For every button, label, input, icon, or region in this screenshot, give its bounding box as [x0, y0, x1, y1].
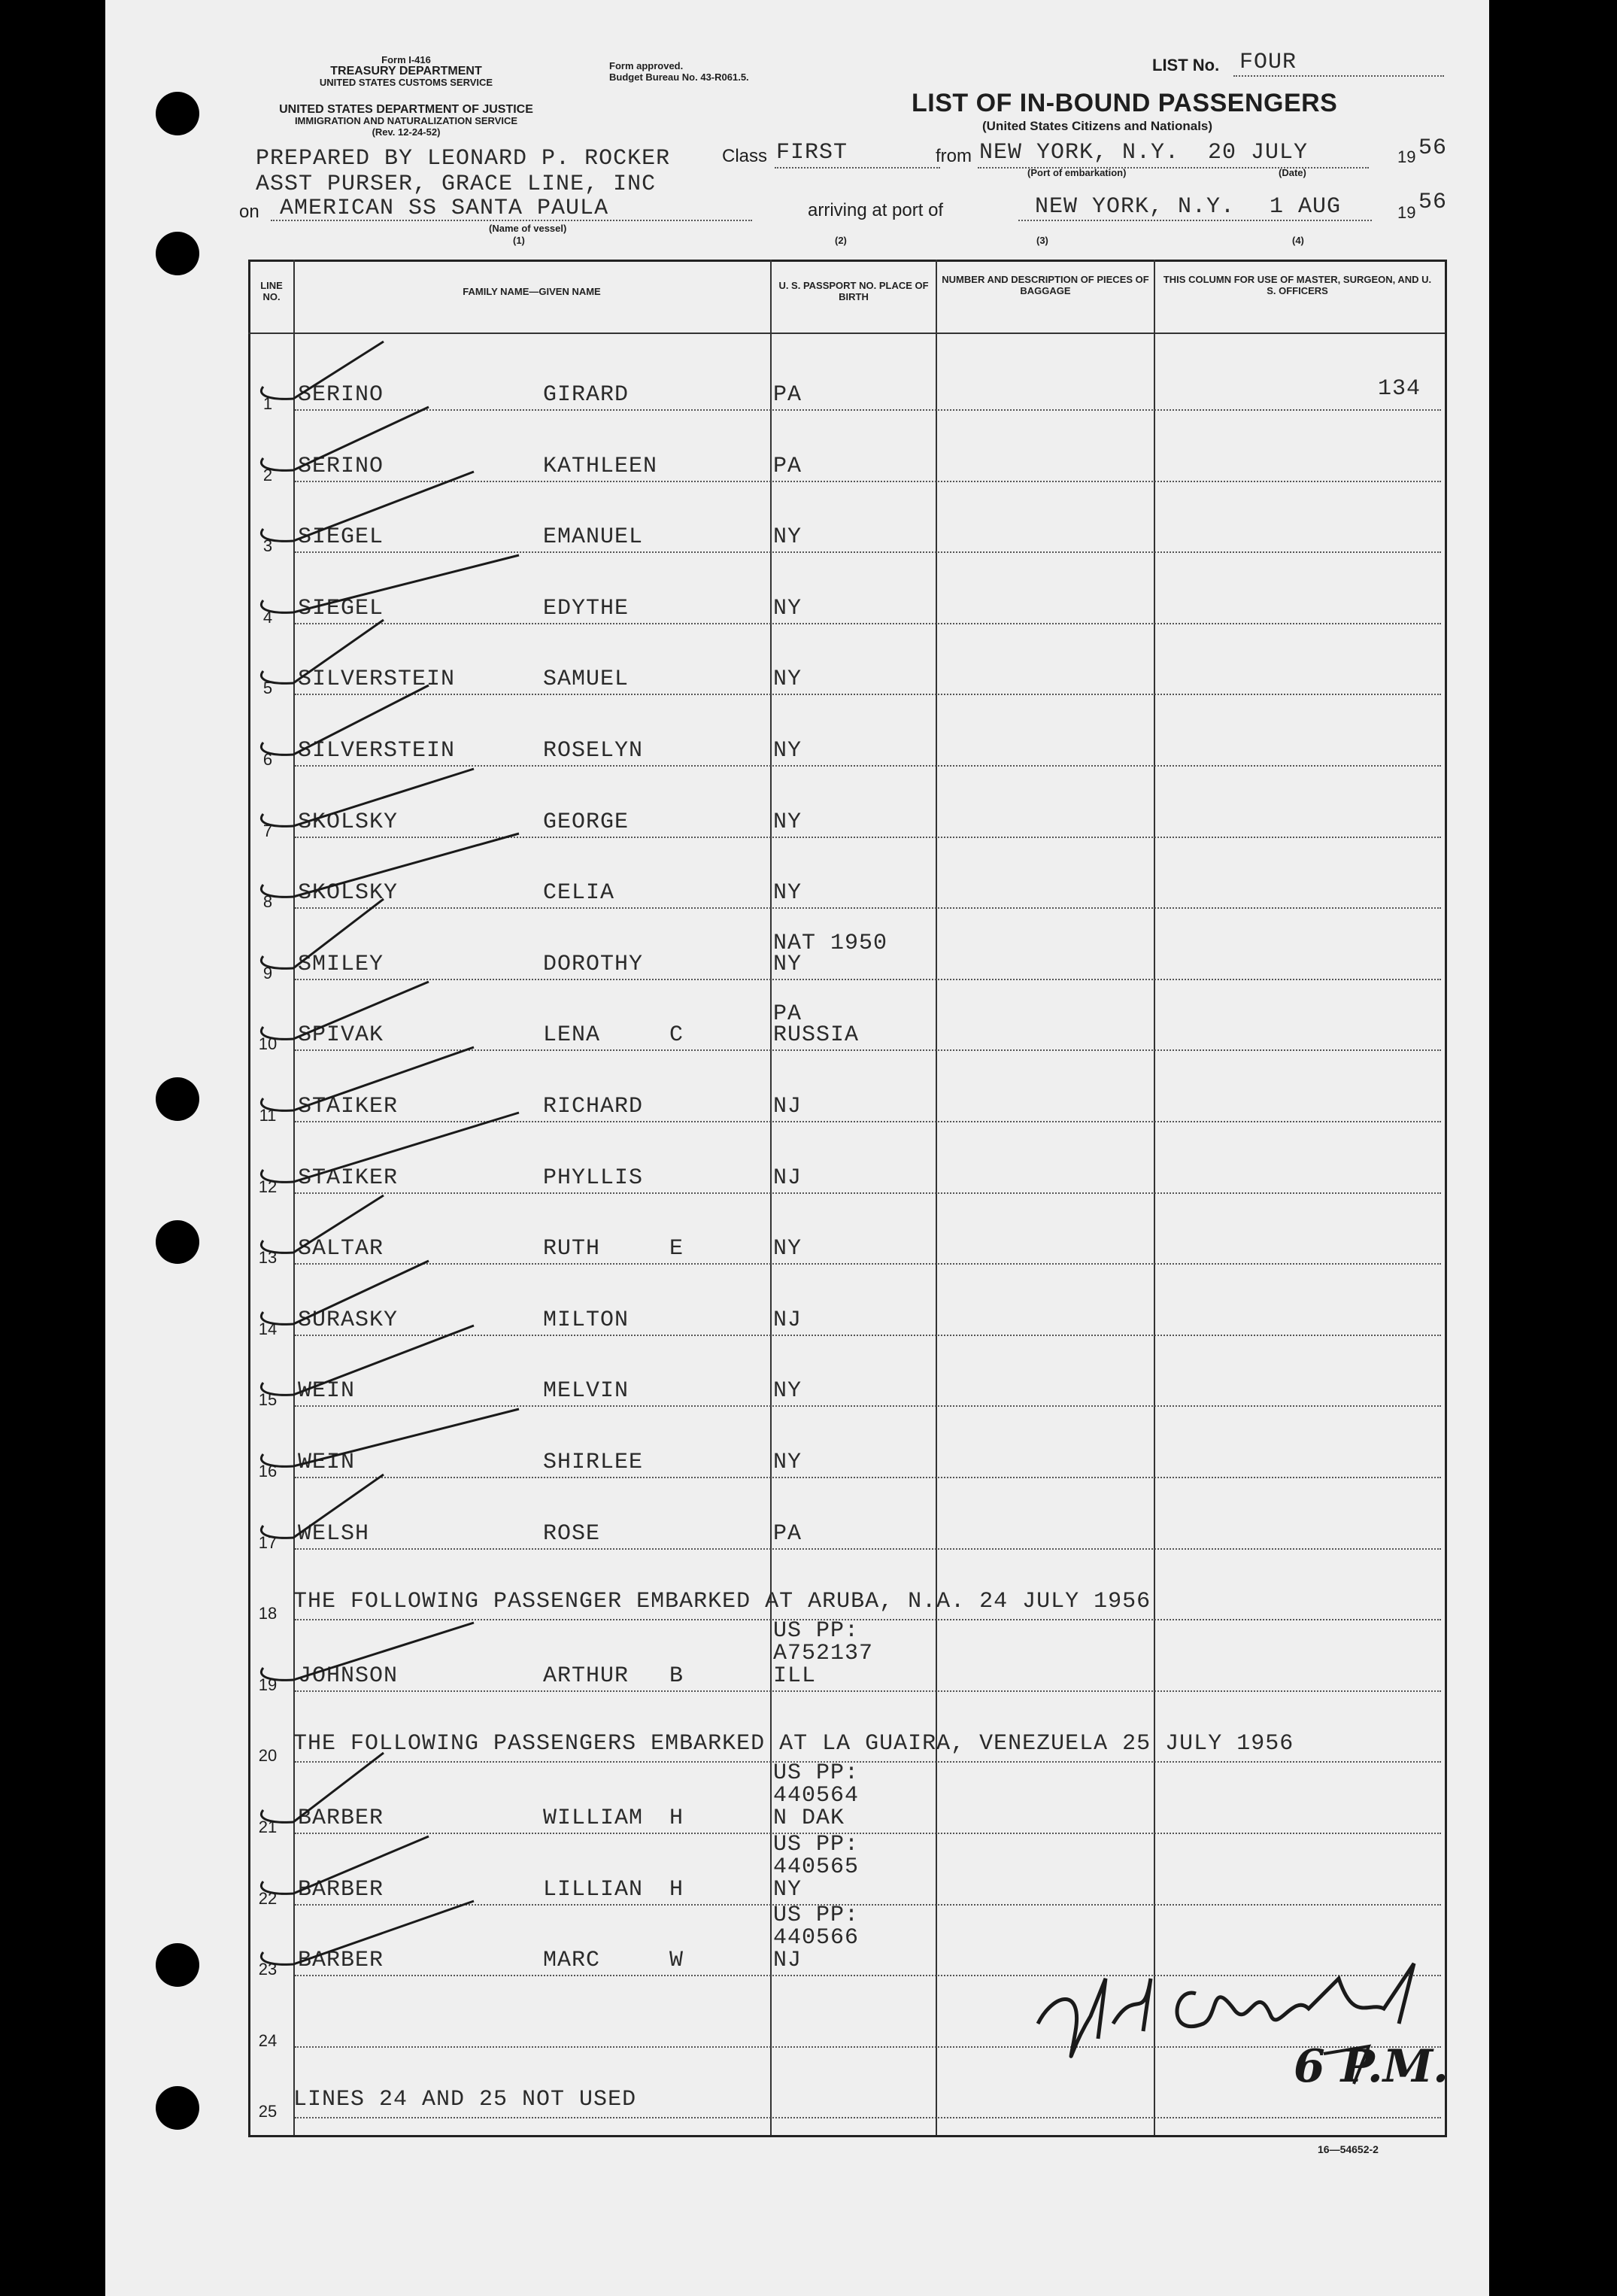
- place-of-birth: NY: [773, 880, 802, 906]
- family-name: SALTAR: [298, 1236, 384, 1262]
- line-number: 13: [258, 1248, 278, 1267]
- line-number: 6: [262, 750, 273, 769]
- middle-initial: W: [669, 1948, 684, 1973]
- on-label: on: [239, 202, 259, 222]
- section-note: THE FOLLOWING PASSENGER EMBARKED AT ARUBA, N.A. 24 JULY 1956: [293, 1589, 1151, 1614]
- vessel-name: AMERICAN SS SANTA PAULA: [280, 196, 609, 221]
- given-name: GIRARD: [543, 382, 630, 408]
- class-label: Class: [722, 146, 768, 166]
- binder-hole: [156, 1220, 199, 1264]
- line-number: 7: [262, 822, 273, 840]
- page-subtitle: (United States Citizens and Nationals): [982, 119, 1213, 133]
- binder-hole: [156, 92, 199, 135]
- check-mark: [248, 1608, 624, 1698]
- list-label: LIST No.: [1152, 56, 1220, 74]
- col-name: FAMILY NAME—GIVEN NAME: [463, 286, 601, 297]
- middle-initial: B: [669, 1663, 684, 1689]
- given-name: RICHARD: [543, 1094, 644, 1119]
- from-year: 56: [1418, 135, 1448, 161]
- from-label: from: [936, 146, 972, 166]
- vessel-line: [271, 220, 752, 221]
- family-name: SERINO: [298, 454, 384, 479]
- place-of-birth: PA: [773, 382, 802, 408]
- revision-date: (Rev. 12-24-52): [372, 126, 441, 138]
- passport-label: US PP:: [773, 1832, 860, 1857]
- line-number: 21: [258, 1818, 278, 1836]
- family-name: BARBER: [298, 1806, 384, 1831]
- middle-initial: H: [669, 1806, 684, 1831]
- given-name: MELVIN: [543, 1378, 630, 1404]
- given-name: SHIRLEE: [543, 1450, 644, 1475]
- given-name: LENA: [543, 1022, 601, 1048]
- line-number: 2: [262, 466, 273, 484]
- passport-number: 440564: [773, 1783, 860, 1809]
- given-name: LILLIAN: [543, 1877, 644, 1903]
- page-title: LIST OF IN-BOUND PASSENGERS: [912, 89, 1338, 117]
- middle-initial: C: [669, 1022, 684, 1048]
- middle-initial: E: [669, 1236, 684, 1262]
- family-name: WELSH: [298, 1521, 370, 1547]
- family-name: SERINO: [298, 382, 384, 408]
- prepared-by-title: ASST PURSER, GRACE LINE, INC: [256, 172, 657, 197]
- place-extra: PA: [773, 1001, 802, 1027]
- place-of-birth: NY: [773, 524, 802, 550]
- arrive-year: 56: [1418, 190, 1448, 215]
- port-caption: (Port of embarkation): [1027, 167, 1127, 178]
- family-name: SKOLSKY: [298, 880, 399, 906]
- caption-2: (2): [835, 235, 847, 246]
- given-name: MILTON: [543, 1307, 630, 1333]
- binder-hole: [156, 1077, 199, 1121]
- print-code: 16—54652-2: [1318, 2143, 1379, 2155]
- arrive-line: [1018, 220, 1372, 221]
- family-name: SIEGEL: [298, 524, 384, 550]
- line-number: 22: [258, 1889, 278, 1908]
- check-mark: [248, 1465, 624, 1556]
- place-of-birth: NY: [773, 1450, 802, 1475]
- line-number: 10: [258, 1034, 278, 1053]
- given-name: GEORGE: [543, 809, 630, 835]
- place-of-birth: NY: [773, 809, 802, 835]
- line-number: 12: [258, 1177, 278, 1196]
- place-of-birth: NY: [773, 667, 802, 692]
- passport-number: 440565: [773, 1854, 860, 1880]
- family-name: JOHNSON: [298, 1663, 399, 1689]
- passport-number: 440566: [773, 1925, 860, 1951]
- list-number-line: [1233, 75, 1444, 77]
- prepared-by: PREPARED BY LEONARD P. ROCKER: [256, 146, 671, 172]
- family-name: SPIVAK: [298, 1022, 384, 1048]
- col-divider: [1154, 260, 1155, 2135]
- family-name: SIEGEL: [298, 596, 384, 621]
- place-of-birth: PA: [773, 454, 802, 479]
- place-of-birth: NY: [773, 952, 802, 977]
- line-number: 24: [258, 2031, 278, 2050]
- place-of-birth: NJ: [773, 1165, 802, 1191]
- place-of-birth: NY: [773, 596, 802, 621]
- class-value: FIRST: [776, 140, 848, 166]
- given-name: ARTHUR: [543, 1663, 630, 1689]
- given-name: PHYLLIS: [543, 1165, 644, 1191]
- family-name: STAIKER: [298, 1165, 399, 1191]
- line-number: 17: [258, 1533, 278, 1552]
- form-id: Form I-416: [381, 54, 431, 65]
- col-line-no: LINE NO.: [260, 280, 283, 302]
- given-name: DOROTHY: [543, 952, 644, 977]
- form-approved: Form approved.: [609, 60, 684, 71]
- line-number: 3: [262, 536, 273, 555]
- arrive-year-prefix: 19: [1397, 203, 1416, 222]
- family-name: SILVERSTEIN: [298, 667, 456, 692]
- line-number: 23: [258, 1960, 278, 1979]
- budget-bureau: Budget Bureau No. 43-R061.5.: [609, 71, 749, 83]
- binder-hole: [156, 2086, 199, 2130]
- place-of-birth: NY: [773, 1236, 802, 1262]
- line-number: 25: [258, 2102, 278, 2121]
- family-name: SILVERSTEIN: [298, 738, 456, 764]
- binder-hole: [156, 1943, 199, 1987]
- line-number: 9: [262, 964, 273, 982]
- middle-initial: H: [669, 1877, 684, 1903]
- caption-4: (4): [1292, 235, 1304, 246]
- section-note: LINES 24 AND 25 NOT USED: [293, 2087, 637, 2112]
- given-name: EMANUEL: [543, 524, 644, 550]
- given-name: ROSE: [543, 1521, 601, 1547]
- arriving-label: arriving at port of: [808, 200, 944, 220]
- list-number: FOUR: [1239, 50, 1297, 75]
- line-number: 1: [262, 394, 273, 413]
- approval-block: [609, 60, 749, 83]
- caption-3: (3): [1036, 235, 1048, 246]
- line-number: 8: [262, 892, 273, 911]
- family-name: WEIN: [298, 1378, 356, 1404]
- from-year-prefix: 19: [1397, 147, 1416, 166]
- line-number: 11: [259, 1106, 277, 1125]
- line-number: 14: [258, 1320, 278, 1338]
- place-of-birth: NY: [773, 738, 802, 764]
- from-date: 20 JULY: [1208, 140, 1309, 166]
- place-of-birth: NY: [773, 1378, 802, 1404]
- date-caption: (Date): [1279, 167, 1306, 178]
- col-divider: [936, 260, 937, 2135]
- given-name: CELIA: [543, 880, 615, 906]
- caption-1: (1): [513, 235, 525, 246]
- line-number: 16: [258, 1462, 278, 1481]
- vessel-caption: (Name of vessel): [489, 223, 567, 234]
- given-name: RUTH: [543, 1236, 601, 1262]
- given-name: EDYTHE: [543, 596, 630, 621]
- line-number: 15: [258, 1390, 278, 1409]
- place-of-birth: NY: [773, 1877, 802, 1903]
- officer-note: 134: [1378, 376, 1421, 402]
- family-name: SKOLSKY: [298, 809, 399, 835]
- col-baggage: NUMBER AND DESCRIPTION OF PIECES OF BAGGAGE: [942, 274, 1149, 296]
- passport-label: US PP:: [773, 1903, 860, 1928]
- place-of-birth: NJ: [773, 1094, 802, 1119]
- line-number: 19: [258, 1675, 278, 1694]
- family-name: BARBER: [298, 1948, 384, 1973]
- annotation-time: 6 P.M.: [1294, 2040, 1449, 2093]
- family-name: WEIN: [298, 1450, 356, 1475]
- given-name: WILLIAM: [543, 1806, 644, 1831]
- binder-hole: [156, 232, 199, 275]
- arrive-port: NEW YORK, N.Y.: [1035, 194, 1236, 220]
- family-name: BARBER: [298, 1877, 384, 1903]
- form-id-block: [293, 54, 519, 88]
- place-of-birth: PA: [773, 1521, 802, 1547]
- passport-label: US PP:: [773, 1618, 860, 1644]
- place-of-birth: N DAK: [773, 1806, 845, 1831]
- given-name: MARC: [543, 1948, 601, 1973]
- check-mark: [248, 1892, 624, 1982]
- given-name: KATHLEEN: [543, 454, 658, 479]
- given-name: SAMUEL: [543, 667, 630, 692]
- family-name: SURASKY: [298, 1307, 399, 1333]
- from-port: NEW YORK, N.Y.: [979, 140, 1180, 166]
- class-line: [775, 167, 940, 169]
- customs-service: UNITED STATES CUSTOMS SERVICE: [319, 77, 493, 88]
- justice-block: [233, 104, 579, 138]
- line-number: 5: [262, 679, 273, 697]
- justice-dept: UNITED STATES DEPARTMENT OF JUSTICE: [279, 103, 533, 116]
- passport-label: US PP:: [773, 1760, 860, 1786]
- line-number: 18: [258, 1604, 278, 1623]
- section-note: THE FOLLOWING PASSENGERS EMBARKED AT LA GUAIRA, VENEZUELA 25 JULY 1956: [293, 1731, 1294, 1757]
- col-divider: [770, 260, 772, 2135]
- treasury-dept: TREASURY DEPARTMENT: [330, 65, 482, 77]
- place-of-birth: RUSSIA: [773, 1022, 860, 1048]
- given-name: ROSELYN: [543, 738, 644, 764]
- place-of-birth: NJ: [773, 1948, 802, 1973]
- passport-number: A752137: [773, 1641, 874, 1666]
- family-name: STAIKER: [298, 1094, 399, 1119]
- place-extra: NAT 1950: [773, 931, 888, 956]
- row-rule: [295, 2117, 1441, 2118]
- col-passport: U. S. PASSPORT NO. PLACE OF BIRTH: [778, 280, 929, 302]
- family-name: SMILEY: [298, 952, 384, 977]
- place-of-birth: ILL: [773, 1663, 817, 1689]
- place-of-birth: NJ: [773, 1307, 802, 1333]
- line-number: 20: [258, 1746, 278, 1765]
- arrive-date: 1 AUG: [1270, 194, 1342, 220]
- ins-service: IMMIGRATION AND NATURALIZATION SERVICE: [294, 115, 518, 126]
- line-number: 4: [262, 608, 273, 627]
- col-officers: THIS COLUMN FOR USE OF MASTER, SURGEON, AND U. S. OFFICERS: [1163, 274, 1432, 296]
